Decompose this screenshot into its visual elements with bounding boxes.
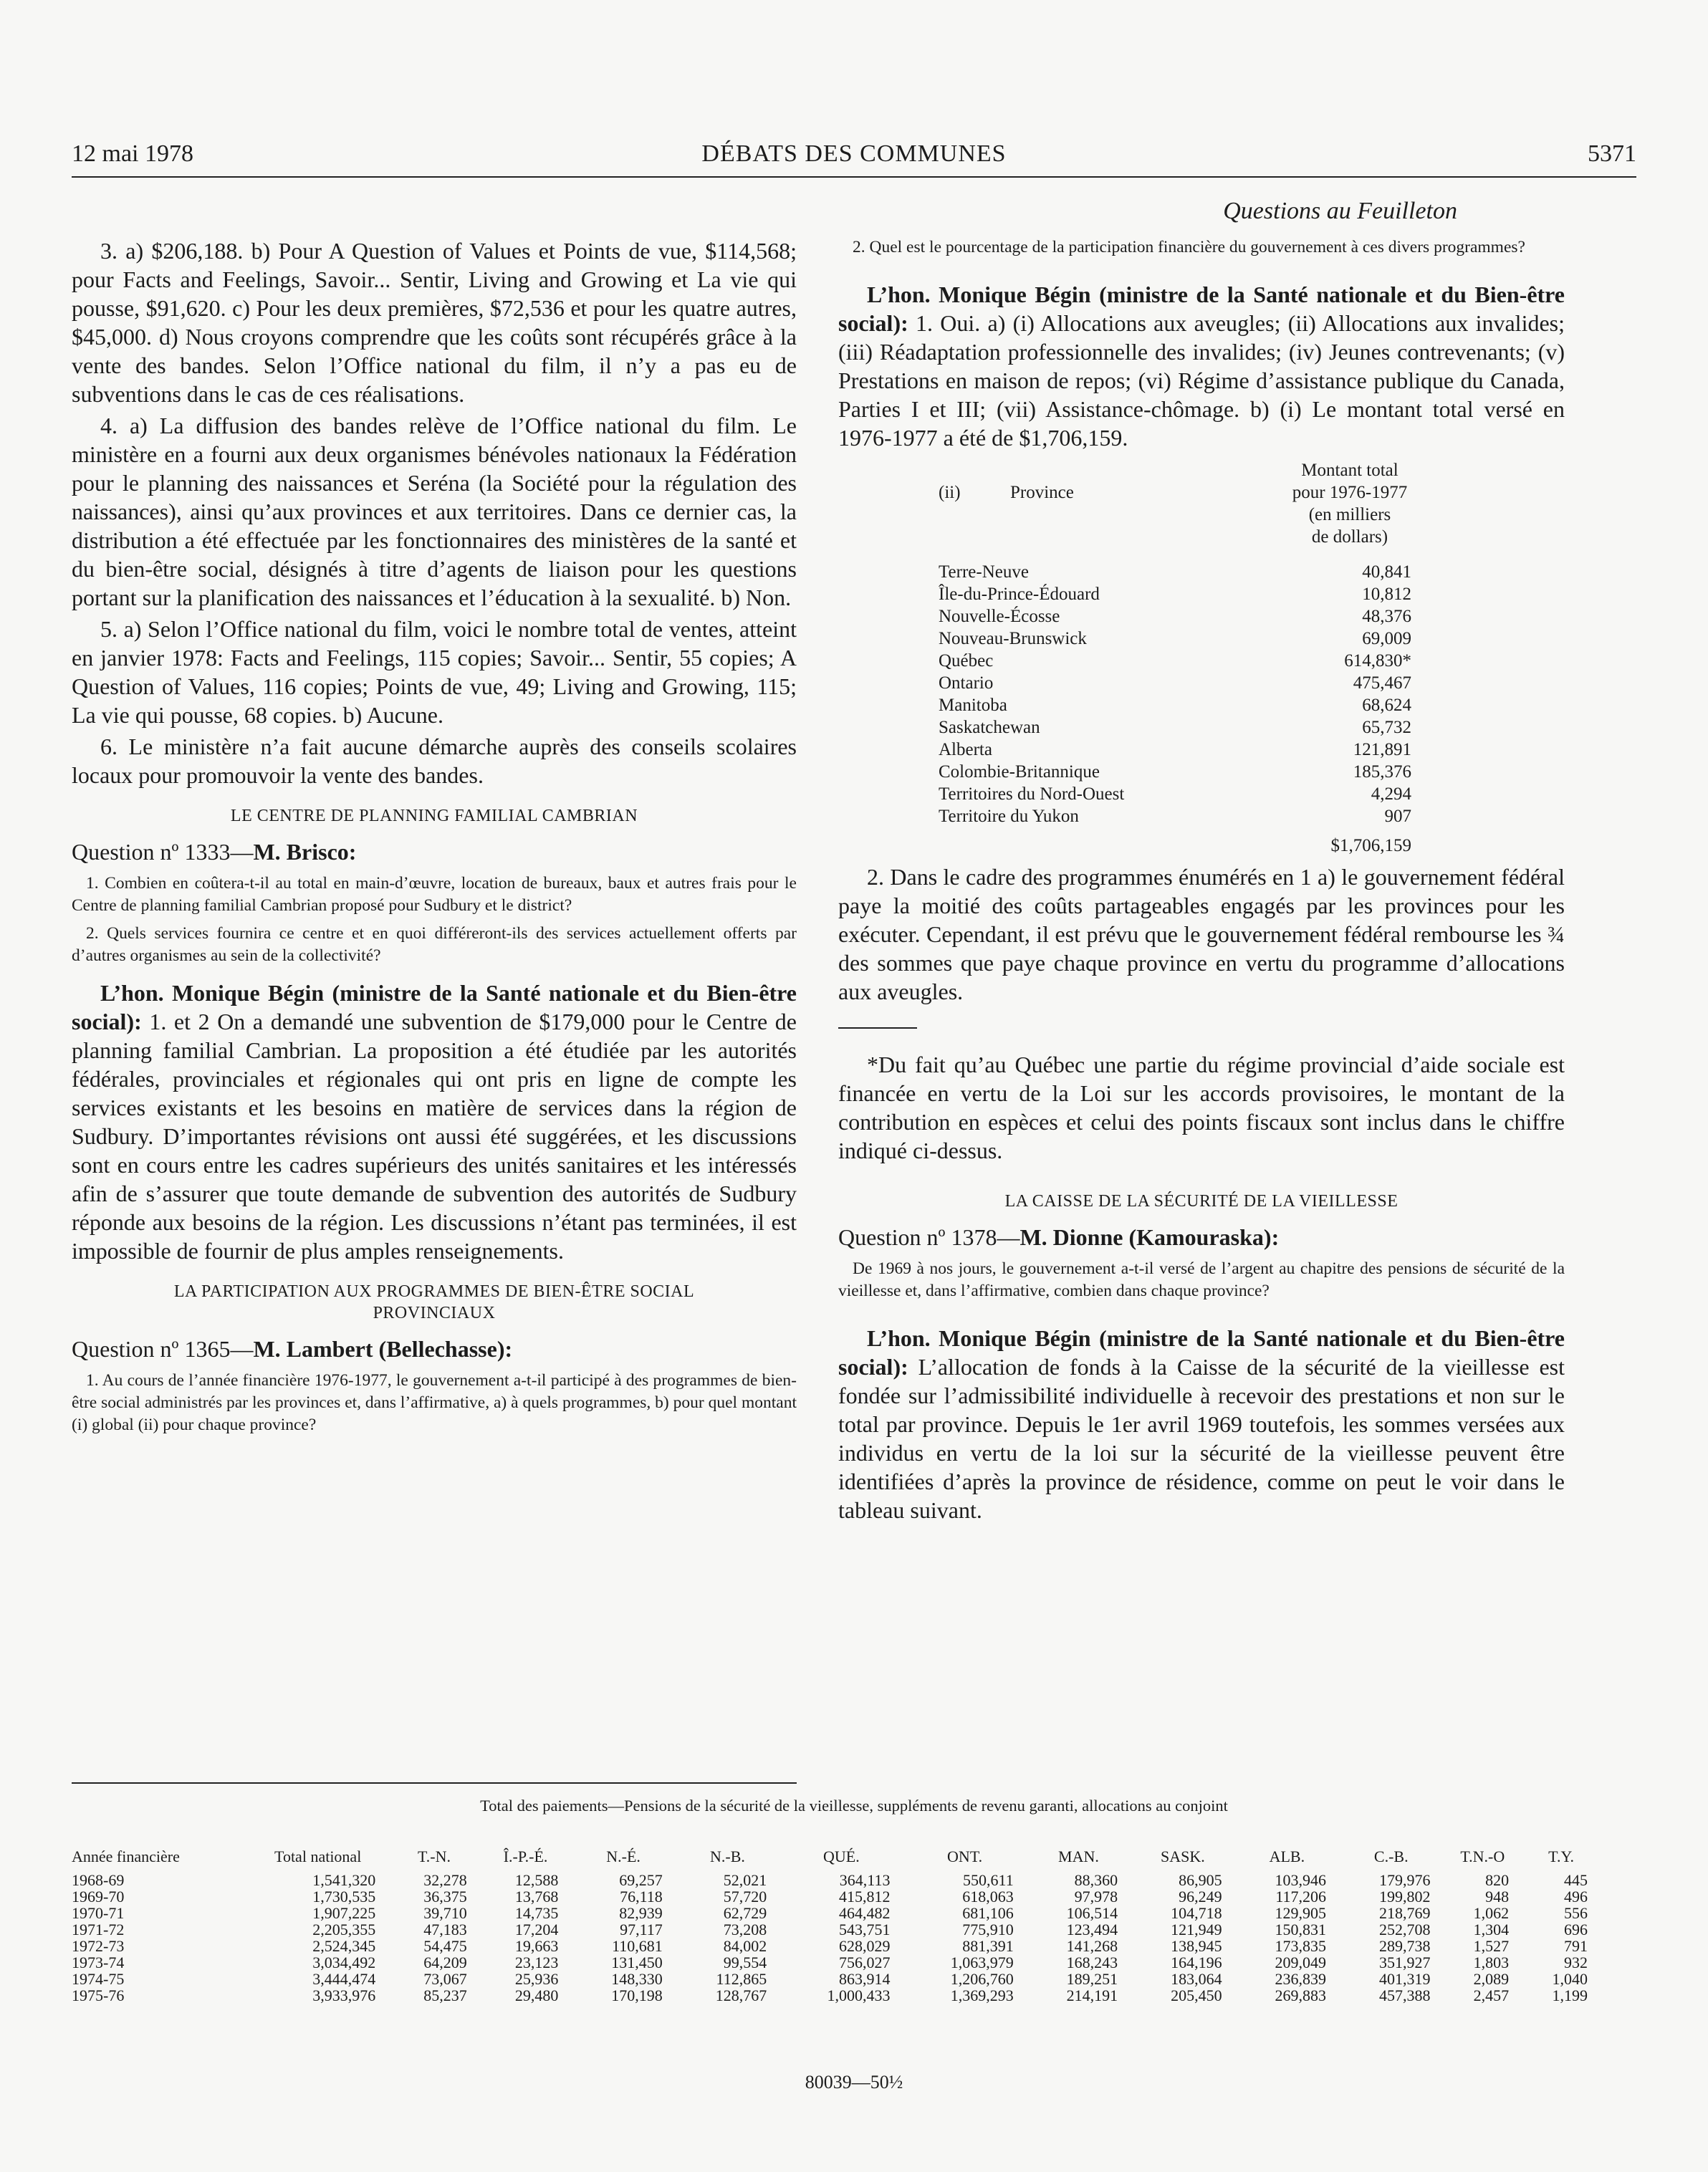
amount-cell: 756,027 (838, 1954, 891, 1971)
amount-cell: 364,113 (839, 1871, 891, 1889)
amount-cell: 88,360 (1074, 1871, 1118, 1889)
province-name: Territoire du Yukon (939, 807, 1079, 826)
amount-cell: 99,554 (723, 1954, 767, 1971)
amount-cell: 131,450 (611, 1954, 663, 1971)
page-header (72, 140, 1636, 176)
table-separator-rule (72, 1782, 797, 1784)
answer-text: 1. et 2 On a demandé une subvention de $179,000 pour le Centre de planning familial Cambrian. La proposition a été étudiée par les autorités fédérales, provinciales et régionales qui ont pris en ligne de compte les services existants et les besoins en matière de services dans la région de Sudbury. D’importantes révisions ont aussi été suggérées, et les discussions sont en cours entre les cadres supérieurs des unités sanitaires et les intéressés afin de s’assurer que toute demande de subvention des autorités de Sudbury réponde aux besoins de la région. Les discussions n’étant pas terminées, il est impossible de fournir de plus amples renseignements. (72, 1009, 797, 1264)
amount-cell: 96,249 (1179, 1888, 1222, 1906)
payments-table (72, 1848, 1601, 2004)
amount-cell: 39,710 (423, 1904, 467, 1922)
question-1378-text: De 1969 à nos jours, le gouvernement a-t-il versé de l’argent au chapitre des pensions de sécurité de la vieillesse et, dans l’affirmative, combien dans chaque province? (838, 1259, 1565, 1300)
fiscal-year-cell: 1970-71 (72, 1904, 125, 1922)
page-footer-code: 80039—50½ (805, 2072, 903, 2092)
answer-speaker: L’hon. Monique Bégin (ministre de la Santé nationale et du Bien-être social): (72, 980, 797, 1034)
amount-cell: 543,751 (838, 1921, 891, 1938)
section-heading-old-age-fund: LA CAISSE DE LA SÉCURITÉ DE LA VIEILLESSE (1004, 1192, 1398, 1211)
table-row (72, 1971, 1601, 1987)
amount-cell: 618,063 (962, 1888, 1014, 1906)
fiscal-year-cell: 1975-76 (72, 1986, 125, 2004)
answer-text: L’allocation de fonds à la Caisse de la sécurité de la vieillesse est fondée sur l’admissibilité individuelle à recevoir des prestations et non sur le total par province. Depuis le 1er avril 1969 toutefois, les sommes versées aux individus en vertu de la loi sur la sécurité de la vieillesse peuvent être identifiées d’après la province de résidence, comme on peut le voir dans le tableau suivant. (838, 1354, 1565, 1523)
amount-cell: 205,450 (1171, 1986, 1222, 2004)
fiscal-year-cell: 1971-72 (72, 1921, 125, 1938)
amount-cell: 3,444,474 (312, 1970, 376, 1988)
amount-cell: 401,319 (1378, 1970, 1431, 1988)
footnote-rule (838, 1027, 917, 1029)
answer-paragraph-5: 5. a) Selon l’Office national du film, voici le nombre total de ventes, atteint en janvier 1978: Facts and Feelings, 115 copies; Savoir... Sentir, 55 copies; A Question of Values, 116 copies; Points de vue, 49; Living and Growing, 115; La vie qui pousse, 68 copies. b) Aucune. (72, 616, 797, 728)
table-row (72, 1872, 1601, 1888)
amount-cell: 2,205,355 (312, 1921, 376, 1938)
amount-cell: 129,905 (1275, 1904, 1327, 1922)
province-name: Québec (939, 651, 994, 671)
amount-cell: 696 (1564, 1921, 1588, 1938)
empty-cell (939, 827, 1268, 857)
amount-cell: 36,375 (423, 1888, 467, 1906)
column-header: SASK. (1161, 1847, 1205, 1865)
answer-paragraph-3: 3. a) $206,188. b) Pour A Question of Values et Points de vue, $114,568; pour Facts and Feelings, Savoir... Sentir, Living and Growing et La vie qui pousse, $91,620. c) Pour les deux premières, $72,536 et pour les quatre autres, $45,000. d) Nous croyons comprendre que les coûts sont récupérés grâce à la vente des bandes. Selon l’Office national du film, il n’y a pas eu de subventions dans le cas de ces réalisations. (72, 238, 797, 407)
table-row (72, 1954, 1601, 1971)
answer-1365-part-2: 2. Dans le cadre des programmes énumérés en 1 a) le gouvernement fédéral paye la moitié des coûts partageables engagés par les provinces pour les exécuter. Cependant, il est prévu que le gouvernement fédéral rembourse les ¾ des sommes que paye chaque province en vertu du programme d’allocations aux aveugles. (838, 864, 1565, 1004)
amount-cell: 209,049 (1275, 1954, 1327, 1971)
province-amount: 907 (1384, 807, 1411, 826)
amount-cell: 85,237 (423, 1986, 467, 2004)
amount-cell: 3,034,492 (312, 1954, 376, 1971)
table-row (939, 583, 1411, 605)
column-header: C.-B. (1373, 1847, 1409, 1865)
province-name: Saskatchewan (939, 718, 1040, 737)
table-row (939, 716, 1411, 739)
amount-cell: 57,720 (723, 1888, 767, 1906)
province-amount: 475,467 (1353, 673, 1411, 693)
table-row (939, 605, 1411, 628)
amount-cell: 881,391 (962, 1937, 1014, 1955)
table-row (939, 650, 1411, 672)
amount-cell: 170,198 (611, 1986, 663, 2004)
column-header: ONT. (947, 1847, 983, 1865)
amount-cell: 351,927 (1378, 1954, 1431, 1971)
amount-cell: 2,524,345 (312, 1937, 376, 1955)
amount-cell: 1,063,979 (950, 1954, 1014, 1971)
amount-cell: 556 (1564, 1904, 1588, 1922)
amount-label-line: (en milliers (1308, 505, 1391, 524)
amount-cell: 47,183 (423, 1921, 467, 1938)
column-header: QUÉ. (822, 1847, 860, 1865)
amount-cell: 138,945 (1171, 1937, 1222, 1955)
amount-cell: 112,865 (716, 1970, 767, 1988)
province-amount: 65,732 (1362, 718, 1411, 737)
amount-cell: 236,839 (1275, 1970, 1327, 1988)
province-name: Manitoba (939, 696, 1007, 715)
table-label-amount (1257, 459, 1443, 548)
question-member: M. Brisco: (253, 839, 357, 865)
answer-1333 (72, 979, 797, 1265)
province-amount: 185,376 (1353, 762, 1411, 782)
amount-cell: 150,831 (1275, 1921, 1327, 1938)
province-name: Territoires du Nord-Ouest (939, 784, 1125, 804)
answer-speaker: L’hon. Monique Bégin (ministre de la Santé nationale et du Bien-être social): (838, 1325, 1565, 1380)
amount-cell: 121,949 (1171, 1921, 1222, 1938)
question-1365-heading (72, 1334, 797, 1364)
amount-cell: 164,196 (1171, 1954, 1222, 1971)
province-amount: 48,376 (1362, 607, 1411, 626)
question-1378-heading (838, 1222, 1565, 1252)
amount-cell: 3,933,976 (312, 1986, 376, 2004)
amount-cell: 17,204 (514, 1921, 559, 1938)
question-1333-part-2: 2. Quels services fournira ce centre et en quoi différeront-ils des services actuellement offerts par d’autres organismes au sein de la collectivité? (72, 924, 797, 965)
amount-cell: 97,978 (1074, 1888, 1118, 1906)
amount-cell: 1,907,225 (312, 1904, 376, 1922)
amount-cell: 199,802 (1378, 1888, 1431, 1906)
amount-cell: 86,905 (1179, 1871, 1222, 1889)
amount-cell: 550,611 (963, 1871, 1014, 1889)
province-name: Alberta (939, 740, 992, 759)
amount-cell: 2,089 (1473, 1970, 1510, 1988)
amount-cell: 106,514 (1066, 1904, 1118, 1922)
amount-cell: 269,883 (1275, 1986, 1327, 2004)
amount-cell: 12,588 (514, 1871, 559, 1889)
amount-cell: 173,835 (1275, 1937, 1327, 1955)
column-header: Année financière (72, 1847, 180, 1865)
amount-cell: 496 (1564, 1888, 1588, 1906)
table-row (939, 628, 1411, 650)
amount-cell: 189,251 (1066, 1970, 1118, 1988)
province-name: Terre-Neuve (939, 562, 1029, 582)
column-header: Î.-P.-É. (503, 1847, 548, 1865)
table-total-row (939, 827, 1411, 857)
amount-cell: 73,067 (423, 1970, 467, 1988)
amount-cell: 76,118 (620, 1888, 663, 1906)
column-header: ALB. (1269, 1847, 1305, 1865)
table-row (72, 1938, 1601, 1954)
answer-1365 (838, 280, 1565, 452)
amount-cell: 29,480 (514, 1986, 559, 2004)
amount-cell: 141,268 (1066, 1937, 1118, 1955)
amount-cell: 464,482 (838, 1904, 891, 1922)
section-heading-cambrian: LE CENTRE DE PLANNING FAMILIAL CAMBRIAN (230, 807, 638, 825)
amount-cell: 148,330 (611, 1970, 663, 1988)
amount-cell: 289,738 (1378, 1937, 1431, 1955)
column-header: MAN. (1058, 1847, 1099, 1865)
amount-cell: 19,663 (514, 1937, 559, 1955)
amount-cell: 1,040 (1552, 1970, 1588, 1988)
amount-cell: 25,936 (514, 1970, 559, 1988)
amount-cell: 820 (1485, 1871, 1510, 1889)
amount-cell: 179,976 (1378, 1871, 1431, 1889)
amount-cell: 62,729 (723, 1904, 767, 1922)
amount-cell: 1,206,760 (950, 1970, 1014, 1988)
footnote-quebec: *Du fait qu’au Québec une partie du régime provincial d’aide sociale est financée en vertu de la Loi sur les accords provisoires, le montant de la contribution en espèces et celui des points fiscaux sont inclus dans le chiffre indiqué ci-dessus. (838, 1052, 1565, 1163)
amount-label-line: Montant total (1301, 461, 1398, 480)
table-row (939, 694, 1411, 716)
fiscal-year-cell: 1972-73 (72, 1937, 125, 1955)
answer-speaker: L’hon. Monique Bégin (ministre de la Santé nationale et du Bien-être social): (838, 282, 1565, 336)
amount-cell: 183,064 (1171, 1970, 1222, 1988)
province-table-header (838, 459, 1565, 551)
table-row (72, 1987, 1601, 2004)
amount-cell: 64,209 (423, 1954, 467, 1971)
amount-cell: 628,029 (838, 1937, 891, 1955)
amount-cell: 1,541,320 (312, 1871, 376, 1889)
right-column (838, 236, 1565, 1524)
column-header: N.-B. (710, 1847, 745, 1865)
column-header: T.-N. (417, 1847, 451, 1865)
amount-cell: 1,304 (1473, 1921, 1510, 1938)
answer-paragraph-6: 6. Le ministère n’a fait aucune démarche auprès des conseils scolaires locaux pour promouvoir la vente des bandes. (72, 734, 797, 788)
amount-cell: 2,457 (1473, 1986, 1510, 2004)
header-rule (72, 176, 1636, 178)
table-label-ii: (ii) (939, 483, 961, 502)
amount-cell: 69,257 (619, 1871, 663, 1889)
question-1333-part-1: 1. Combien en coûtera-t-il au total en main-d’œuvre, location de bureaux, baux et autres frais pour le Centre de planning familial Cambrian proposé pour Sudbury et le district? (72, 874, 797, 915)
amount-cell: 97,117 (620, 1921, 663, 1938)
section-heading-welfare: LA PARTICIPATION AUX PROGRAMMES DE BIEN-ÊTRE SOCIAL PROVINCIAUX (173, 1282, 695, 1322)
amount-cell: 415,812 (838, 1888, 891, 1906)
table-row (72, 1905, 1601, 1921)
amount-cell: 82,939 (619, 1904, 663, 1922)
amount-cell: 117,206 (1275, 1888, 1327, 1906)
table-row (939, 783, 1411, 805)
fiscal-year-cell: 1968-69 (72, 1871, 125, 1889)
amount-cell: 214,191 (1066, 1986, 1118, 2004)
amount-cell: 681,106 (962, 1904, 1014, 1922)
amount-cell: 54,475 (423, 1937, 467, 1955)
question-number: Question nº 1365— (72, 1336, 254, 1362)
payments-table-title: Total des paiements—Pensions de la sécurité de la vieillesse, suppléments de revenu garanti, allocations au conjoint (480, 1797, 1228, 1815)
amount-cell: 52,021 (723, 1871, 767, 1889)
table-row (939, 672, 1411, 694)
amount-cell: 457,388 (1378, 1986, 1431, 2004)
fiscal-year-cell: 1974-75 (72, 1970, 125, 1988)
column-header: T.N.-O (1460, 1847, 1505, 1865)
province-total: $1,706,159 (1330, 836, 1411, 855)
amount-cell: 932 (1564, 1954, 1588, 1971)
table-row (72, 1888, 1601, 1905)
province-amount: 40,841 (1362, 562, 1411, 582)
question-1333-heading (72, 837, 797, 867)
province-amount: 4,294 (1371, 784, 1411, 804)
amount-cell: 948 (1485, 1888, 1510, 1906)
amount-cell: 110,681 (612, 1937, 663, 1955)
province-name: Nouveau-Brunswick (939, 629, 1087, 648)
question-1365-part-1: 1. Au cours de l’année financière 1976-1977, le gouvernement a-t-il participé à des programmes de bien-être social administrés par les provinces et, dans l’affirmative, a) à quels programmes, b) pour quel montant (i) global (ii) pour chaque province? (72, 1371, 797, 1434)
amount-cell: 791 (1564, 1937, 1588, 1955)
header-title: DÉBATS DES COMMUNES (701, 140, 1007, 167)
left-column (72, 236, 797, 1436)
amount-cell: 1,803 (1473, 1954, 1510, 1971)
table-row (939, 805, 1411, 827)
amount-cell: 252,708 (1378, 1921, 1431, 1938)
amount-cell: 14,735 (514, 1904, 559, 1922)
question-number: Question nº 1378— (838, 1224, 1020, 1250)
amount-cell: 32,278 (423, 1871, 467, 1889)
province-name: Île-du-Prince-Édouard (939, 585, 1100, 604)
header-date: 12 mai 1978 (72, 140, 193, 167)
answer-1378 (838, 1324, 1565, 1524)
table-row (72, 1921, 1601, 1938)
amount-cell: 128,767 (715, 1986, 767, 2004)
amount-label-line: pour 1976-1977 (1292, 483, 1408, 502)
running-title: Questions au Feuilleton (1223, 198, 1457, 224)
province-amount: 69,009 (1362, 629, 1411, 648)
province-name: Nouvelle-Écosse (939, 607, 1060, 626)
amount-cell: 1,527 (1473, 1937, 1510, 1955)
amount-cell: 104,718 (1171, 1904, 1222, 1922)
amount-cell: 1,000,433 (827, 1986, 891, 2004)
amount-cell: 168,243 (1066, 1954, 1118, 1971)
table-row (939, 761, 1411, 783)
province-amount: 614,830* (1344, 651, 1411, 671)
table-row (939, 739, 1411, 761)
answer-paragraph-4: 4. a) La diffusion des bandes relève de l’Office national du film. Le ministère en a fourni aux deux organismes bénévoles nationaux la Fédération pour le planning des naissances et Seréna (la Société pour la régulation des naissances), ainsi qu’aux provinces et aux territoires. Dans ce dernier cas, la distribution a été effectuée par les fonctionnaires des ministères de la santé et du bien-être social, désignés à titre d’agents de liaison pour les questions portant sur la planification des naissances et l’éducation à la sexualité. b) Non. (72, 413, 797, 610)
amount-cell: 445 (1564, 1871, 1588, 1889)
amount-cell: 23,123 (514, 1954, 559, 1971)
question-member: M. Dionne (Kamouraska): (1019, 1224, 1280, 1250)
province-table (939, 561, 1411, 857)
header-page-number: 5371 (1588, 140, 1636, 167)
amount-cell: 863,914 (838, 1970, 891, 1988)
province-amount: 10,812 (1362, 585, 1411, 604)
fiscal-year-cell: 1969-70 (72, 1888, 125, 1906)
province-name: Ontario (939, 673, 994, 693)
province-amount: 68,624 (1362, 696, 1411, 715)
amount-label-line: de dollars) (1311, 527, 1388, 547)
amount-cell: 13,768 (514, 1888, 559, 1906)
fiscal-year-cell: 1973-74 (72, 1954, 125, 1971)
question-number: Question nº 1333— (72, 839, 254, 865)
amount-cell: 775,910 (962, 1921, 1014, 1938)
amount-cell: 1,730,535 (312, 1888, 376, 1906)
amount-cell: 218,769 (1378, 1904, 1431, 1922)
amount-cell: 73,208 (723, 1921, 767, 1938)
amount-cell: 123,494 (1066, 1921, 1118, 1938)
column-header: T.Y. (1548, 1847, 1574, 1865)
table-label-province: Province (1010, 483, 1074, 502)
question-member: M. Lambert (Bellechasse): (253, 1336, 513, 1362)
province-name: Colombie-Britannique (939, 762, 1100, 782)
amount-cell: 84,002 (723, 1937, 767, 1955)
question-1365-part-2: 2. Quel est le pourcentage de la participation financière du gouvernement à ces divers programmes? (853, 238, 1525, 256)
column-header: N.-É. (606, 1847, 640, 1865)
amount-cell: 1,062 (1473, 1904, 1510, 1922)
amount-cell: 103,946 (1275, 1871, 1327, 1889)
amount-cell: 1,199 (1552, 1986, 1588, 2004)
province-amount: 121,891 (1353, 740, 1411, 759)
column-header: Total national (274, 1847, 362, 1865)
table-row (939, 561, 1411, 583)
amount-cell: 1,369,293 (950, 1986, 1014, 2004)
answer-text: 1. Oui. a) (i) Allocations aux aveugles; (ii) Allocations aux invalides; (iii) Réadaptation professionnelle des invalides; (iv) Jeunes contrevenants; (v) Prestations en maison de repos; (vi) Régime d’assistance publique du Canada, Parties I et III; (vii) Assistance-chômage. b) (i) Le montant total versé en 1976-1977 a été de $1,706,159. (838, 310, 1565, 451)
